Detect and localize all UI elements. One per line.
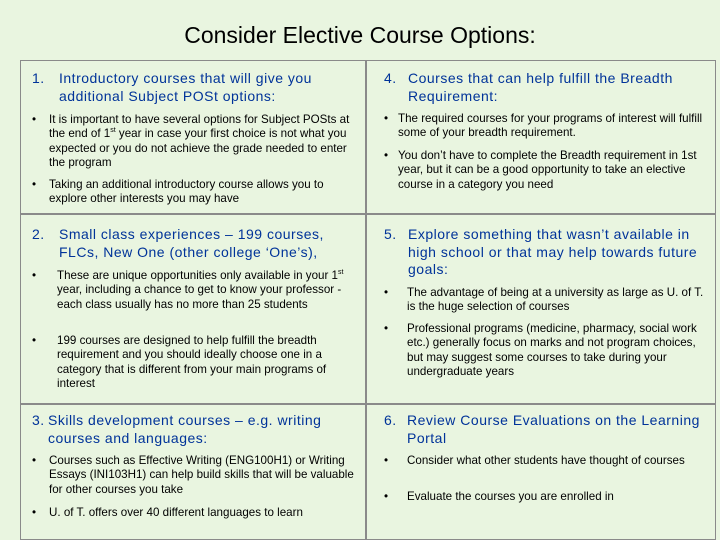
section-2-number: 2. (32, 226, 45, 242)
section-6-bullet-2-text: Evaluate the courses you are enrolled in (407, 490, 614, 503)
section-1-heading (32, 70, 352, 105)
section-1-bullet-2 (32, 178, 354, 207)
section-6-bullet-1-text: Consider what other students have thought of courses (407, 454, 685, 467)
section-3-bullet-2 (32, 506, 354, 520)
section-5-bullet-2 (384, 322, 708, 380)
section-1-bullet-1 (32, 113, 354, 171)
section-4-bullet-2-text: You don’t have to complete the Breadth requirement in 1st year, but it can be a good opportunity to take an elective course in a category you need (398, 149, 697, 191)
section-1-number: 1. (32, 70, 45, 86)
section-5-bullet-1-text: The advantage of being at a university as large as U. of T. is the huge selection of courses (407, 286, 704, 314)
section-1-heading-text: Introductory courses that will give you additional Subject POSt options: (59, 70, 312, 104)
section-4-bullet-1 (384, 112, 708, 141)
section-5-heading (384, 226, 714, 279)
section-4-bullet-2 (384, 149, 708, 192)
bullet-icon: • (32, 269, 37, 282)
bullet-icon: • (384, 112, 389, 125)
section-3-bullet-2-text: U. of T. offers over 40 different languages to learn (49, 506, 303, 519)
section-6-heading-text: Review Course Evaluations on the Learning Portal (407, 412, 700, 446)
section-6-number: 6. (384, 412, 397, 428)
section-6-heading (384, 412, 704, 447)
bullet-icon: • (32, 113, 37, 126)
page-title: Consider Elective Course Options: (184, 22, 536, 48)
section-4-bullet-1-text: The required courses for your programs of interest will fulfill some of your breadth requirement. (398, 112, 703, 140)
bullet-icon: • (384, 490, 389, 503)
options-grid (20, 60, 716, 540)
section-3-bullet-1 (32, 454, 354, 497)
section-4-number: 4. (384, 70, 397, 86)
section-2-heading-text: Small class experiences – 199 courses, FLCs, New One (other college ‘One’s), (59, 226, 324, 260)
bullet-icon: • (384, 149, 389, 162)
bullet-icon: • (32, 178, 37, 191)
section-4-heading-text: Courses that can help fulfill the Breadth Requirement: (408, 70, 673, 104)
section-2-bullet-1-text: These are unique opportunities only available in your 1st year, including a chance to get to know your professor - each class usually has no more than 25 students (57, 269, 344, 311)
section-6-bullet-1 (384, 454, 708, 468)
section-1-bullet-2-text: Taking an additional introductory course allows you to explore other interests you may have (49, 178, 324, 206)
section-3-heading (32, 412, 362, 447)
section-2-bullet-1 (32, 269, 354, 312)
section-4-heading (384, 70, 704, 105)
section-5-bullet-1 (384, 286, 708, 315)
section-5-bullet-2-text: Professional programs (medicine, pharmacy, social work etc.) generally focus on marks and not program choices, but may suggest some courses to take during your undergraduate years (407, 322, 697, 379)
bullet-icon: • (384, 454, 389, 467)
bullet-icon: • (384, 322, 389, 335)
section-5-number: 5. (384, 226, 397, 242)
section-2-heading (32, 226, 360, 261)
bullet-icon: • (32, 454, 37, 467)
bullet-icon: • (32, 334, 37, 347)
section-5-heading-text: Explore something that wasn’t available in high school or that may help towards future goals: (408, 226, 698, 277)
section-3-bullet-1-text: Courses such as Effective Writing (ENG100H1) or Writing Essays (INI103H1) can help build skills that will be valuable for other courses you take (49, 454, 354, 496)
bullet-icon: • (384, 286, 389, 299)
section-3-heading-text: Skills development courses – e.g. writing courses and languages: (48, 412, 322, 446)
section-2-bullet-2 (32, 334, 354, 392)
section-2-bullet-2-text: 199 courses are designed to help fulfill the breadth requirement and you should ideally choose one in a category that is different from your main programs of interest (57, 334, 327, 391)
section-1-bullet-1-text: It is important to have several options for Subject POSts at the end of 1st year in case your first choice is not what you expected or you do not achieve the grade needed to enter the program (49, 113, 350, 170)
section-3-number: 3. (32, 412, 45, 428)
bullet-icon: • (32, 506, 37, 519)
section-6-bullet-2 (384, 490, 708, 504)
